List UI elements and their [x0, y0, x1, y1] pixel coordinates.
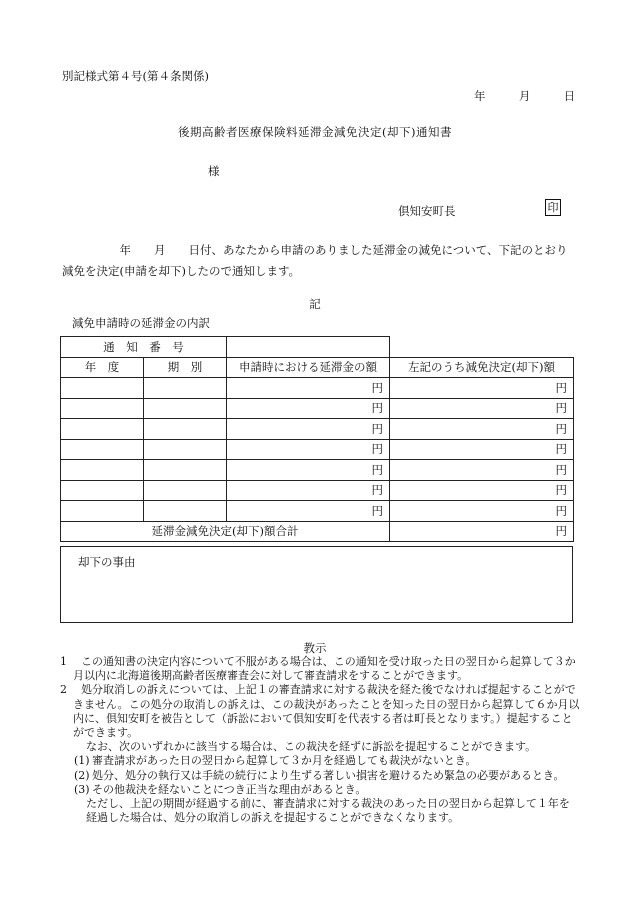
notice-number-label: 通 知 番 号	[61, 337, 227, 358]
instruction-item-2	[60, 683, 580, 740]
exemption-amount-cell: 円	[390, 398, 574, 419]
delinquency-amount-cell: 円	[227, 419, 390, 440]
period-cell	[144, 419, 227, 440]
addressee-suffix: 様	[208, 164, 220, 178]
sub-text: 審査請求があった日の翌日から起算して３か月を経過しても裁決がないとき。	[92, 754, 477, 768]
delinquency-amount-cell: 円	[227, 439, 390, 460]
table-header-row	[61, 357, 574, 378]
sub-number: (3)	[74, 782, 90, 796]
form-identifier: 別記様式第４号(第４条関係)	[62, 69, 209, 83]
table-row	[61, 398, 574, 419]
header-fiscal-year: 年 度	[61, 357, 144, 378]
header-exemption-amount: 左記のうち減免決定(却下)額	[390, 357, 574, 378]
item-text: 処分取消しの訴えについては、上記１の審査請求に対する裁決を経た後でなければ提起することができません。この処分の取消しの訴えは、この裁決があったことを知った日の翌日から起算して６か月以内に、倶知安町を被告として（訴訟において倶知安町を代表する者は町長となります。）提起することができます。	[73, 683, 580, 740]
date-year: 年	[474, 89, 486, 103]
fiscal-year-cell	[61, 460, 144, 481]
rejection-reasons-label: 却下の事由	[78, 555, 136, 569]
exemption-amount-cell: 円	[390, 480, 574, 501]
issuer-name: 倶知安町長	[398, 204, 456, 218]
total-label: 延滞金減免決定(却下)額合計	[61, 521, 390, 542]
date-line	[474, 88, 575, 104]
delinquency-amount-cell: 円	[227, 480, 390, 501]
notice-number-row	[61, 337, 574, 358]
total-yen: 円	[390, 521, 574, 542]
ki-heading: 記	[309, 297, 321, 311]
exemption-amount-cell: 円	[390, 439, 574, 460]
date-day: 日	[563, 89, 576, 103]
breakdown-table	[60, 336, 574, 542]
instruction-closing: ただし、上記の期間が経過する前に、審査請求に対する裁決のあった日の翌日から起算して１年を経過した場合は、処分の取消しの訴えを提起することができなくなります。	[86, 797, 570, 825]
sub-text: その他裁決を経ないことにつき正当な理由があるとき。	[92, 782, 367, 796]
fiscal-year-cell	[61, 439, 144, 460]
fiscal-year-cell	[61, 480, 144, 501]
instruction-notes	[60, 655, 580, 825]
table-row	[61, 419, 574, 440]
exemption-amount-cell: 円	[390, 419, 574, 440]
table-row	[61, 460, 574, 481]
delinquency-amount-cell: 円	[227, 501, 390, 522]
instruction-sub-1	[60, 754, 580, 768]
blank-cell	[390, 337, 574, 358]
exemption-amount-cell: 円	[390, 460, 574, 481]
delinquency-amount-cell: 円	[227, 460, 390, 481]
sub-number: (2)	[74, 768, 90, 782]
table-row	[61, 378, 574, 399]
table-row	[61, 480, 574, 501]
period-cell	[144, 439, 227, 460]
instruction-item-1	[60, 655, 580, 683]
table-row	[61, 501, 574, 522]
instruction-sub-3	[60, 783, 580, 797]
period-cell	[144, 398, 227, 419]
document-title: 後期高齢者医療保険料延滞金減免決定(却下)通知書	[178, 125, 452, 139]
header-delinquency-amount: 申請時における延滞金の額	[227, 357, 390, 378]
notice-number-value	[227, 337, 390, 358]
item-number: 2	[60, 683, 67, 697]
fiscal-year-cell	[61, 378, 144, 399]
total-row	[61, 521, 574, 542]
instruction-sub-2	[60, 769, 580, 783]
sub-text: 処分、処分の執行又は手続の続行により生ずる著しい損害を避けるため緊急の必要があるとき。	[92, 768, 565, 782]
period-cell	[144, 501, 227, 522]
sub-number: (1)	[74, 754, 90, 768]
notice-body-text: 年 月 日付、あなたから申請のありました延滞金の減免について、下記のとおり減免を決定(申請を却下)したので通知します。	[62, 243, 568, 278]
instruction-title: 教示	[303, 641, 327, 655]
item-number: 1	[60, 655, 67, 668]
period-cell	[144, 460, 227, 481]
seal-mark: 印	[545, 199, 561, 216]
table-row	[61, 439, 574, 460]
exemption-amount-cell: 円	[390, 501, 574, 522]
exemption-amount-cell: 円	[390, 378, 574, 399]
delinquency-amount-cell: 円	[227, 398, 390, 419]
date-month: 月	[518, 89, 531, 103]
fiscal-year-cell	[61, 419, 144, 440]
fiscal-year-cell	[61, 501, 144, 522]
instruction-note: なお、次のいずれかに該当する場合は、この裁決を経ずに訴訟を提起することができます。	[86, 740, 537, 754]
breakdown-title: 減免申請時の延滞金の内訳	[72, 316, 210, 330]
period-cell	[144, 480, 227, 501]
item-text: この通知書の決定内容について不服がある場合は、この通知を受け取った日の翌日から起算して３か月以内に北海道後期高齢者医療審査会に対して審査請求をすることができます。	[73, 655, 576, 683]
period-cell	[144, 378, 227, 399]
header-period: 期 別	[144, 357, 227, 378]
rejection-reasons-box	[60, 546, 573, 623]
delinquency-amount-cell: 円	[227, 378, 390, 399]
fiscal-year-cell	[61, 398, 144, 419]
